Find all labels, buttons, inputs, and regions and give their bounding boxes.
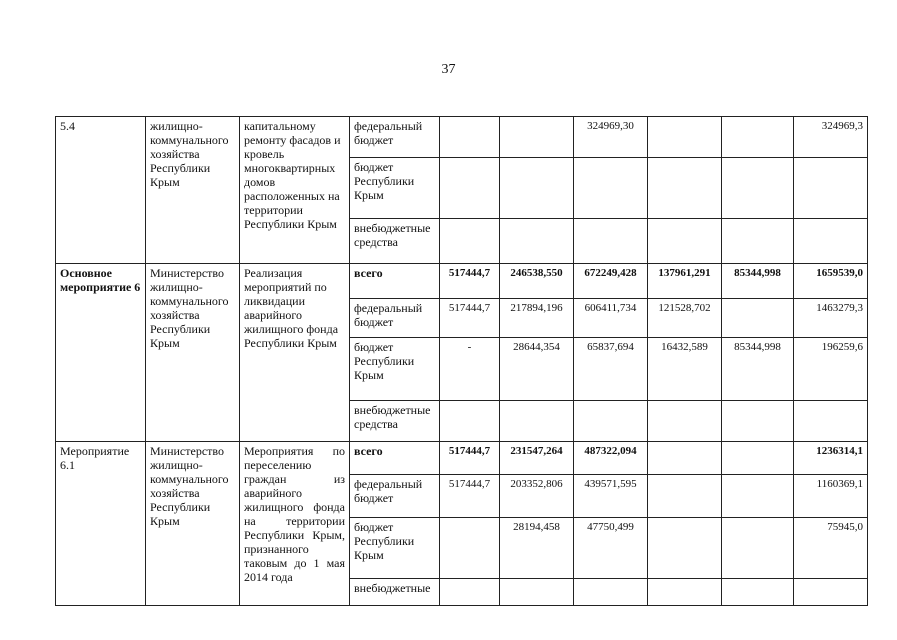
row-executor: жилищно-коммунального хозяйства Республики Крым bbox=[146, 117, 240, 264]
value-cell: 324969,30 bbox=[574, 117, 648, 158]
total-cell: 75945,0 bbox=[794, 518, 868, 579]
value-cell bbox=[648, 442, 722, 475]
total-cell bbox=[794, 158, 868, 219]
funding-source: федеральный бюджет bbox=[350, 117, 440, 158]
row-number: Мероприятие 6.1 bbox=[56, 442, 146, 606]
value-cell bbox=[648, 579, 722, 606]
value-cell bbox=[574, 401, 648, 442]
value-cell bbox=[648, 117, 722, 158]
total-cell: 1463279,3 bbox=[794, 299, 868, 338]
row-description: Мероприятия по переселению граждан из аварийного жилищного фонда на территории Республики Крым, признанного таковым до 1 мая 2014 года bbox=[240, 442, 350, 606]
value-cell bbox=[440, 401, 500, 442]
funding-source: внебюджетные средства bbox=[350, 401, 440, 442]
value-cell: - bbox=[440, 338, 500, 401]
funding-source: бюджет Республики Крым bbox=[350, 158, 440, 219]
value-cell bbox=[440, 117, 500, 158]
funding-source: всего bbox=[350, 442, 440, 475]
value-cell bbox=[440, 579, 500, 606]
value-cell: 487322,094 bbox=[574, 442, 648, 475]
value-cell bbox=[500, 117, 574, 158]
value-cell: 65837,694 bbox=[574, 338, 648, 401]
row-executor: Министерство жилищно-коммунального хозяйства Республики Крым bbox=[146, 442, 240, 606]
value-cell: 517444,7 bbox=[440, 264, 500, 299]
value-cell bbox=[440, 158, 500, 219]
funding-source: внебюджетные средства bbox=[350, 219, 440, 264]
value-cell bbox=[648, 518, 722, 579]
total-cell: 1236314,1 bbox=[794, 442, 868, 475]
value-cell bbox=[500, 219, 574, 264]
value-cell: 517444,7 bbox=[440, 442, 500, 475]
value-cell bbox=[440, 219, 500, 264]
value-cell: 137961,291 bbox=[648, 264, 722, 299]
funding-source: федеральный бюджет bbox=[350, 475, 440, 518]
table-row bbox=[56, 442, 868, 475]
value-cell bbox=[574, 158, 648, 219]
page-number: 37 bbox=[441, 62, 456, 77]
value-cell bbox=[722, 401, 794, 442]
value-cell bbox=[500, 158, 574, 219]
row-number: Основное мероприятие 6 bbox=[56, 264, 146, 442]
value-cell: 517444,7 bbox=[440, 475, 500, 518]
value-cell bbox=[648, 401, 722, 442]
total-cell bbox=[794, 579, 868, 606]
table-row bbox=[56, 117, 868, 158]
funding-source: бюджет Республики Крым bbox=[350, 518, 440, 579]
value-cell: 217894,196 bbox=[500, 299, 574, 338]
total-cell: 324969,3 bbox=[794, 117, 868, 158]
total-cell: 196259,6 bbox=[794, 338, 868, 401]
funding-source: федеральный бюджет bbox=[350, 299, 440, 338]
value-cell bbox=[440, 518, 500, 579]
value-cell: 517444,7 bbox=[440, 299, 500, 338]
value-cell: 121528,702 bbox=[648, 299, 722, 338]
total-cell bbox=[794, 219, 868, 264]
row-number: 5.4 bbox=[56, 117, 146, 264]
value-cell bbox=[500, 401, 574, 442]
value-cell bbox=[722, 475, 794, 518]
row-executor: Министерство жилищно-коммунального хозяйства Республики Крым bbox=[146, 264, 240, 442]
value-cell: 85344,998 bbox=[722, 338, 794, 401]
funding-source: всего bbox=[350, 264, 440, 299]
value-cell: 231547,264 bbox=[500, 442, 574, 475]
row-description: Реализация мероприятий по ликвидации аварийного жилищного фонда Республики Крым bbox=[240, 264, 350, 442]
value-cell bbox=[648, 475, 722, 518]
value-cell: 439571,595 bbox=[574, 475, 648, 518]
value-cell bbox=[500, 579, 574, 606]
total-cell bbox=[794, 401, 868, 442]
value-cell bbox=[574, 219, 648, 264]
total-cell: 1160369,1 bbox=[794, 475, 868, 518]
funding-source: бюджет Республики Крым bbox=[350, 338, 440, 401]
value-cell: 606411,734 bbox=[574, 299, 648, 338]
value-cell: 47750,499 bbox=[574, 518, 648, 579]
total-cell: 1659539,0 bbox=[794, 264, 868, 299]
value-cell: 16432,589 bbox=[648, 338, 722, 401]
value-cell: 28194,458 bbox=[500, 518, 574, 579]
value-cell bbox=[722, 219, 794, 264]
value-cell: 246538,550 bbox=[500, 264, 574, 299]
value-cell bbox=[722, 299, 794, 338]
row-description: капитальному ремонту фасадов и кровель многоквартирных домов расположенных на территории Республики Крым bbox=[240, 117, 350, 264]
value-cell bbox=[722, 158, 794, 219]
value-cell: 28644,354 bbox=[500, 338, 574, 401]
value-cell bbox=[648, 219, 722, 264]
value-cell: 203352,806 bbox=[500, 475, 574, 518]
value-cell: 672249,428 bbox=[574, 264, 648, 299]
value-cell bbox=[574, 579, 648, 606]
value-cell bbox=[722, 518, 794, 579]
funding-source: внебюджетные bbox=[350, 579, 440, 606]
value-cell bbox=[722, 117, 794, 158]
budget-table bbox=[55, 116, 868, 606]
value-cell: 85344,998 bbox=[722, 264, 794, 299]
value-cell bbox=[722, 442, 794, 475]
table-row bbox=[56, 264, 868, 299]
value-cell bbox=[722, 579, 794, 606]
value-cell bbox=[648, 158, 722, 219]
